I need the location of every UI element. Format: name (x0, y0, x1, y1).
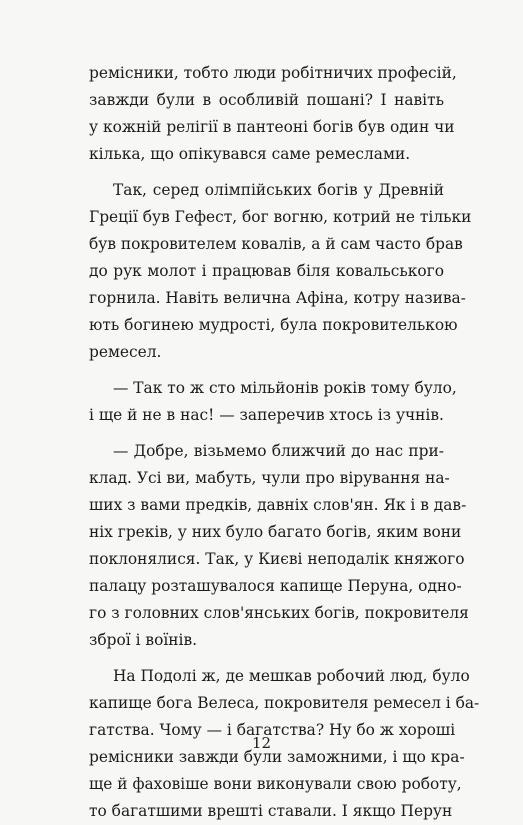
text-line: горнила. Навіть велична Афіна, котру назива- (89, 289, 466, 307)
text-line: ремесел. (89, 343, 162, 361)
text-line: гатства. Чому — і багатства? Ну бо ж хороші (89, 721, 456, 739)
text-line: Так, серед олімпійських богів у Древній (113, 181, 444, 199)
text-line: і ще й не в нас! — заперечив хтось із учнів. (89, 406, 444, 424)
text-line: ніх греків, у них було багато богів, яким вони (89, 523, 462, 541)
paragraph-gap (89, 654, 444, 663)
text-line: то багатшими врешті ставали. І якщо Перун (89, 802, 453, 820)
text-line: — Добре, візьмемо ближчий до нас при- (113, 442, 444, 460)
paragraph (89, 438, 469, 654)
text-line: поклонялися. Так, у Києві неподалік княжого (89, 550, 465, 568)
text-line: кілька, що опікувався саме ремеслами. (89, 145, 411, 163)
text-line: го з головних слов'янських богів, покровителя (89, 604, 469, 622)
text-line: до рук молот і працював біля ковальського (89, 262, 444, 280)
paragraph-gap (89, 168, 444, 177)
text-line: На Подолі ж, де мешкав робочий люд, було (113, 667, 470, 685)
text-line: був покровителем ковалів, а й сам часто брав (89, 235, 463, 253)
paragraph (89, 375, 457, 429)
paragraph-gap (89, 429, 444, 438)
page-number: 12 (251, 734, 272, 752)
paragraph-gap (89, 366, 444, 375)
text-line: завжди були в особливій пошані? І навіть (89, 91, 444, 109)
paragraph (89, 177, 472, 366)
paragraph (89, 60, 457, 168)
text-line: зброї і воїнів. (89, 631, 197, 649)
text-line: у кожній релігії в пантеоні богів був один чи (89, 118, 455, 136)
text-line: капище бога Велеса, покровителя ремесел і ба- (89, 694, 480, 712)
text-line: ремісники завжди були заможними, і що кра- (89, 748, 465, 766)
text-line: — Так то ж сто мільйонів років тому було, (113, 379, 457, 397)
text-line: клад. Усі ви, мабуть, чули про вірування на- (89, 469, 450, 487)
text-line: ремісники, тобто люди робітничих професій, (89, 64, 457, 82)
text-line: ще й фаховіше вони виконували свою роботу, (89, 775, 462, 793)
text-line: палацу розташувалося капище Перуна, одно- (89, 577, 462, 595)
text-line: ших з вами предків, давніх слов'ян. Як і в дав- (89, 496, 467, 514)
text-line: Греції був Гефест, бог вогню, котрий не тільки (89, 208, 472, 226)
text-line: ють богинею мудрості, була покровителькою (89, 316, 458, 334)
body-text (89, 60, 480, 825)
